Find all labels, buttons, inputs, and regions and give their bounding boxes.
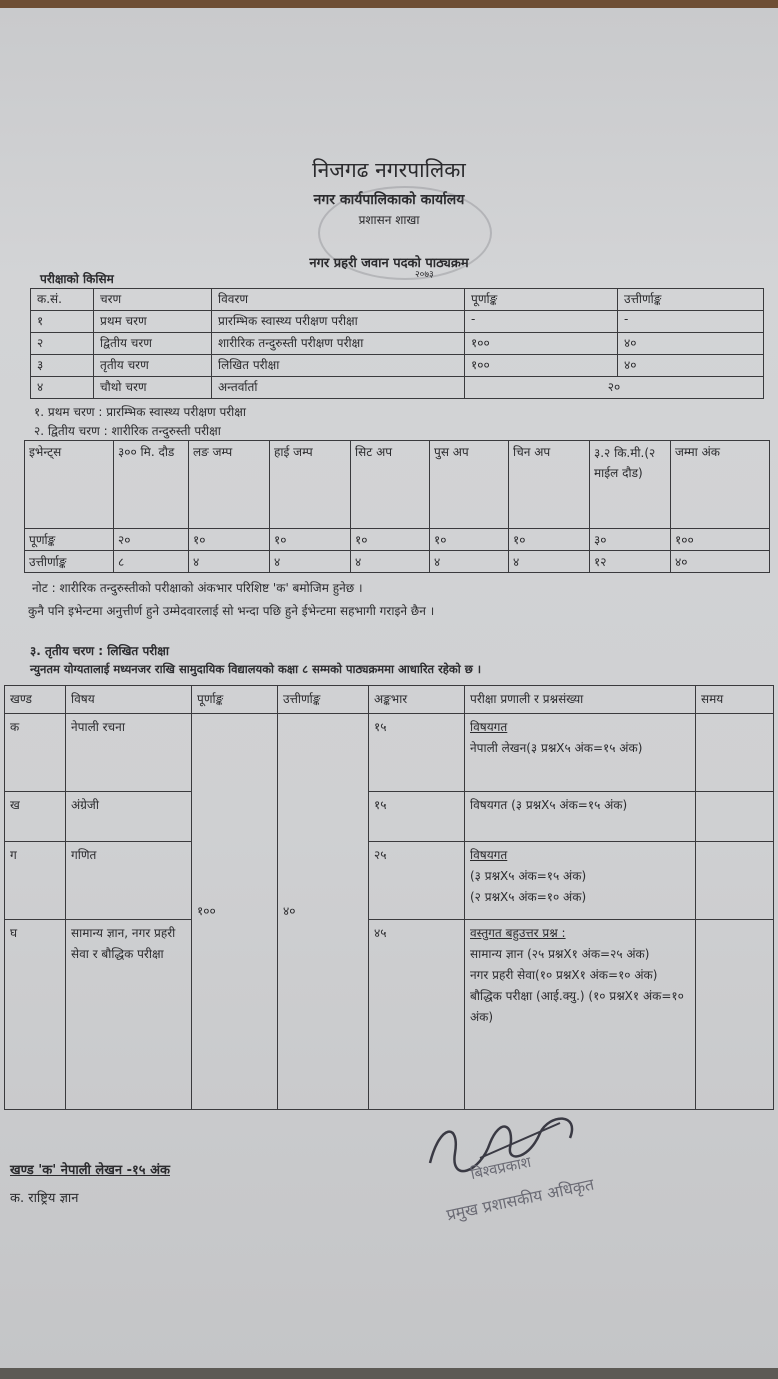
cell: १० — [509, 529, 590, 551]
header-cell: अङ्कभार — [369, 686, 465, 714]
exam-type-table — [30, 288, 764, 399]
cell — [465, 792, 696, 842]
cell: १५ — [369, 714, 465, 792]
course-year: २०७३ — [415, 270, 434, 280]
cell: घ — [5, 920, 66, 1110]
physical-test-table — [24, 440, 770, 573]
header-cell: जम्मा अंक — [671, 441, 770, 529]
document-page — [0, 8, 778, 1368]
cell-line: नेपाली लेखन(३ प्रश्नX५ अंक=१५ अंक) — [470, 741, 643, 755]
cell: पूर्णाङ्क — [25, 529, 114, 551]
table-row — [31, 311, 764, 333]
cell-heading: वस्तुगत बहुउत्तर प्रश्न : — [470, 926, 566, 940]
header-cell: परीक्षा प्रणाली र प्रश्नसंख्या — [465, 686, 696, 714]
phase2-line: २. द्वितीय चरण : शारीरिक तन्दुरुस्ती परीक्षा — [34, 424, 221, 438]
cell: तृतीय चरण — [94, 355, 212, 377]
cell: १० — [430, 529, 509, 551]
course-title: नगर प्रहरी जवान पदको पाठ्यक्रम — [309, 256, 469, 271]
cell: १ — [31, 311, 94, 333]
header-cell: उत्तीर्णाङ्क — [278, 686, 369, 714]
cell-line: नगर प्रहरी सेवा(१० प्रश्नX१ अंक=१० अंक) — [470, 968, 658, 982]
cell — [696, 842, 774, 920]
cell: ४ — [430, 551, 509, 573]
cell: १० — [351, 529, 430, 551]
header-cell: इभेन्ट्स — [25, 441, 114, 529]
cell — [465, 842, 696, 920]
table-row — [31, 377, 764, 399]
cell: शारीरिक तन्दुरुस्ती परीक्षण परीक्षा — [212, 333, 465, 355]
header-cell: समय — [696, 686, 774, 714]
footer-section-title: खण्ड 'क' नेपाली लेखन -१५ अंक — [10, 1163, 170, 1178]
cell: १२ — [590, 551, 671, 573]
phase3-title: ३. तृतीय चरण : लिखित परीक्षा — [30, 644, 169, 658]
table-row — [31, 333, 764, 355]
written-exam-table — [4, 685, 774, 1110]
cell-heading: विषयगत — [470, 848, 508, 862]
cell — [696, 714, 774, 792]
cell: २५ — [369, 842, 465, 920]
cell: ४ — [351, 551, 430, 573]
signer-name: बिश्वप्रकाश — [468, 1152, 533, 1184]
header-cell: विषय — [66, 686, 192, 714]
header-cell: उत्तीर्णाङ्क — [618, 289, 764, 311]
table-row — [5, 842, 774, 920]
table-row — [25, 551, 770, 573]
cell: उत्तीर्णाङ्क — [25, 551, 114, 573]
cell — [696, 792, 774, 842]
cell: ४ — [189, 551, 270, 573]
header-cell: विवरण — [212, 289, 465, 311]
header-cell: पुस अप — [430, 441, 509, 529]
cell: अंग्रेजी — [66, 792, 192, 842]
cell: ४० — [618, 333, 764, 355]
cell: - — [618, 311, 764, 333]
header-cell: चिन अप — [509, 441, 590, 529]
cell-line: विषयगत (३ प्रश्नX५ अंक=१५ अंक) — [470, 798, 628, 812]
cell: प्रथम चरण — [94, 311, 212, 333]
cell: ४ — [270, 551, 351, 573]
header-cell: चरण — [94, 289, 212, 311]
cell-line: (२ प्रश्नX५ अंक=१० अंक) — [470, 890, 587, 904]
cell: १५ — [369, 792, 465, 842]
cell: १० — [270, 529, 351, 551]
cell: प्रारम्भिक स्वास्थ्य परीक्षण परीक्षा — [212, 311, 465, 333]
cell: १०० — [465, 355, 618, 377]
cell: ४५ — [369, 920, 465, 1110]
cell: ४० — [278, 714, 369, 1110]
header-cell: सिट अप — [351, 441, 430, 529]
table-row — [31, 355, 764, 377]
cell-line: बौद्धिक परीक्षा (आई.क्यु.) (१० प्रश्नX१ अंक=१० अंक) — [470, 989, 684, 1024]
header-cell: लङ जम्प — [189, 441, 270, 529]
cell: १० — [189, 529, 270, 551]
office-name: नगर कार्यपालिकाको कार्यालय — [313, 192, 465, 208]
org-name: निजगढ नगरपालिका — [312, 158, 466, 182]
cell-heading: विषयगत — [470, 720, 508, 734]
cell: १०० — [465, 333, 618, 355]
cell: ४ — [509, 551, 590, 573]
header-cell: हाई जम्प — [270, 441, 351, 529]
table-row — [5, 920, 774, 1110]
cell: ग — [5, 842, 66, 920]
phase1-line: १. प्रथम चरण : प्रारम्भिक स्वास्थ्य परीक्षण परीक्षा — [34, 405, 247, 419]
cell: १०० — [671, 529, 770, 551]
signer-title: प्रमुख प्रशासकीय अधिकृत — [444, 1174, 596, 1225]
header-cell: ३.२ कि.मी.(२ माईल दौड) — [590, 441, 671, 529]
branch-name: प्रशासन शाखा — [358, 213, 420, 227]
cell: द्वितीय चरण — [94, 333, 212, 355]
cell: - — [465, 311, 618, 333]
phase3-desc: न्युनतम योग्यतालाई मध्यनजर राखि सामुदायिक विद्यालयको कक्षा ८ सम्मको पाठ्यक्रममा आधारित रहेको छ । — [30, 662, 482, 676]
cell-line: सामान्य ज्ञान (२५ प्रश्नX१ अंक=२५ अंक) — [470, 947, 650, 961]
cell: ३० — [590, 529, 671, 551]
table-row — [5, 714, 774, 792]
header-cell: खण्ड — [5, 686, 66, 714]
cell: ८ — [114, 551, 189, 573]
background-surface — [0, 0, 778, 8]
exam-type-caption: परीक्षाको किसिम — [40, 272, 114, 286]
footer-item: क. राष्ट्रिय ज्ञान — [10, 1191, 79, 1206]
cell: सामान्य ज्ञान, नगर प्रहरी सेवा र बौद्धिक परीक्षा — [66, 920, 192, 1110]
note-line: कुनै पनि इभेन्टमा अनुत्तीर्ण हुने उम्मेदवारलाई सो भन्दा पछि हुने ईभेन्टमा सहभागी गराइने छैन । — [28, 604, 435, 618]
cell: १०० — [192, 714, 278, 1110]
header-cell: पूर्णाङ्क — [465, 289, 618, 311]
cell: ख — [5, 792, 66, 842]
header-cell: क.सं. — [31, 289, 94, 311]
table-header-row — [31, 289, 764, 311]
header-cell: पूर्णाङ्क — [192, 686, 278, 714]
note-line: नोट : शारीरिक तन्दुरुस्तीको परीक्षाको अंकभार परिशिष्ट 'क' बमोजिम हुनेछ । — [32, 581, 363, 595]
cell: लिखित परीक्षा — [212, 355, 465, 377]
table-header-row — [25, 441, 770, 529]
cell: ४० — [618, 355, 764, 377]
cell: क — [5, 714, 66, 792]
cell: ४ — [31, 377, 94, 399]
cell: गणित — [66, 842, 192, 920]
table-row — [5, 792, 774, 842]
cell — [465, 714, 696, 792]
cell: २ — [31, 333, 94, 355]
cell: २० — [114, 529, 189, 551]
cell — [465, 920, 696, 1110]
cell — [696, 920, 774, 1110]
cell: अन्तर्वार्ता — [212, 377, 465, 399]
cell: २० — [465, 377, 764, 399]
cell: ४० — [671, 551, 770, 573]
header-cell: ३०० मि. दौड — [114, 441, 189, 529]
cell-line: (३ प्रश्नX५ अंक=१५ अंक) — [470, 869, 587, 883]
cell: चौथो चरण — [94, 377, 212, 399]
cell: ३ — [31, 355, 94, 377]
table-header-row — [5, 686, 774, 714]
cell: नेपाली रचना — [66, 714, 192, 792]
table-row — [25, 529, 770, 551]
